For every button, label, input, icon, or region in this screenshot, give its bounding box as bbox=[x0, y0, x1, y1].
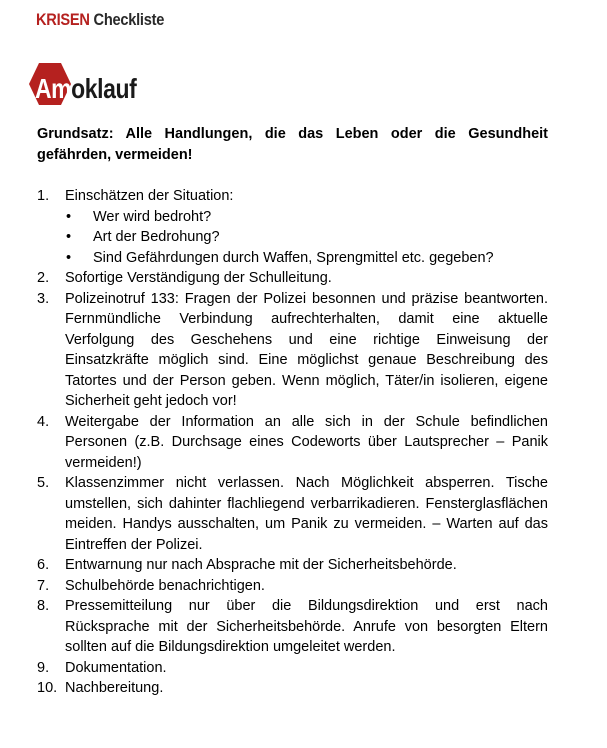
checklist bbox=[37, 186, 548, 699]
item-number: 5. bbox=[37, 475, 50, 491]
bullet-icon: • bbox=[66, 208, 72, 225]
document-header bbox=[36, 10, 164, 30]
item-text: Polizeinotruf 133: Fragen der Polizei besonnen und präzise beantworten. Fernmündliche Verbindung aufrechterhalten, damit eine aktuelle Verfolgung des Geschehens und eine richtige Einweisung der Einsatzkräfte möglich sind. Eine möglichst genaue Beschreibung des Tatortes und der Person geben. Wenn möglich, Täter/in isolieren, eigene Sicherheit geht jedoch vor! bbox=[65, 290, 548, 409]
checklist-item bbox=[37, 678, 548, 699]
sub-item-text: Art der Bedrohung? bbox=[93, 229, 220, 245]
item-text: Klassenzimmer nicht verlassen. Nach Möglichkeit absperren. Tische umstellen, sich dahinter flachliegend verbarrikadieren. Fensterglasflächen meiden. Handys ausschalten, um Panik zu vermeiden. – Warten auf das Eintreffen der Polizei. bbox=[65, 475, 548, 553]
sub-list bbox=[65, 207, 548, 269]
page-title bbox=[35, 73, 136, 105]
sub-item-text: Wer wird bedroht? bbox=[93, 208, 212, 225]
checklist-item bbox=[37, 412, 548, 474]
item-text: Schulbehörde benachrichtigen. bbox=[65, 577, 265, 594]
bullet-icon: • bbox=[66, 229, 72, 245]
checklist-item bbox=[37, 576, 548, 597]
item-number: 10. bbox=[37, 680, 58, 696]
bullet-icon: • bbox=[66, 249, 72, 266]
title-part-1: Am bbox=[35, 73, 72, 104]
checklist-item bbox=[37, 555, 548, 576]
item-number: 7. bbox=[37, 577, 50, 594]
principle-statement: Grundsatz: Alle Handlungen, die das Leben oder die Gesundheit gefährden, vermeiden! bbox=[37, 126, 548, 163]
sub-item bbox=[65, 248, 548, 269]
checklist-item bbox=[37, 186, 548, 268]
item-text: Einschätzen der Situation: bbox=[65, 188, 234, 204]
checklist-item bbox=[37, 289, 548, 412]
title-part-2: oklauf bbox=[71, 73, 137, 104]
item-number: 6. bbox=[37, 557, 50, 573]
item-text: Dokumentation. bbox=[65, 659, 167, 676]
item-number: 2. bbox=[37, 270, 50, 286]
title-block bbox=[28, 62, 268, 106]
item-number: 3. bbox=[37, 290, 50, 307]
item-text: Sofortige Verständigung der Schulleitung. bbox=[65, 270, 332, 286]
item-text: Entwarnung nur nach Absprache mit der Sicherheitsbehörde. bbox=[65, 557, 457, 573]
item-number: 9. bbox=[37, 659, 50, 676]
sub-item-text: Sind Gefährdungen durch Waffen, Sprengmittel etc. gegeben? bbox=[93, 249, 494, 266]
header-title: Checkliste bbox=[93, 10, 165, 29]
checklist-item bbox=[37, 658, 548, 679]
item-number: 1. bbox=[37, 188, 50, 204]
item-text: Nachbereitung. bbox=[65, 680, 164, 696]
sub-item bbox=[65, 227, 548, 248]
item-text: Pressemitteilung nur über die Bildungsdirektion und erst nach Rücksprache mit der Sicherheitsbehörde. Anrufe von besorgten Eltern sollten auf die Bildungsdirektion umgeleitet werden. bbox=[65, 598, 548, 655]
checklist-item bbox=[37, 596, 548, 658]
item-number: 8. bbox=[37, 598, 50, 614]
item-text: Weitergabe der Information an alle sich in der Schule befindlichen Personen (z.B. Durchsage eines Codeworts über Lautsprecher – Panik vermeiden!) bbox=[65, 413, 548, 471]
checklist-item bbox=[37, 473, 548, 555]
checklist-item bbox=[37, 268, 548, 289]
item-number: 4. bbox=[37, 413, 50, 430]
header-brand: KRISEN bbox=[36, 10, 90, 29]
sub-item bbox=[65, 207, 548, 228]
